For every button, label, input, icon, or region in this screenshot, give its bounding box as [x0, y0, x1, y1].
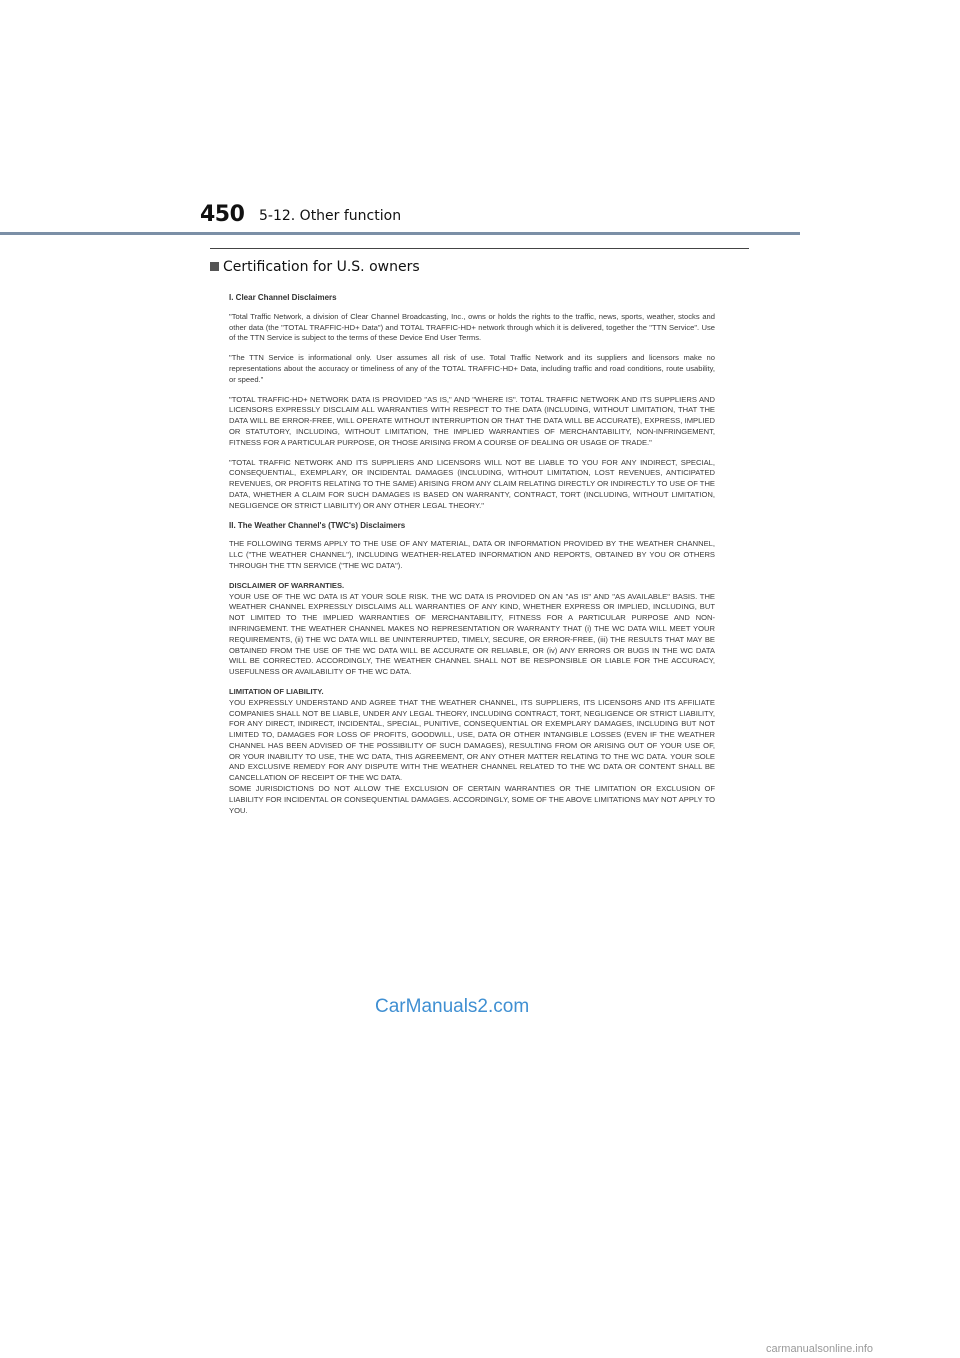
disclaimer-paragraph: "Total Traffic Network, a division of Clear Channel Broadcasting, Inc., owns or holds the rights to the traffic, news, sports, weather, stocks and other data (the "TOTAL TRAFFIC-HD+ Data") and TOTAL TRAFFIC-HD+ network through which it is delivered, together the "TTN Service". Use of the TTN Service is subject to the terms of these Device End User Terms. — [229, 311, 715, 343]
weather-channel-heading: II. The Weather Channel's (TWC's) Disclaimers — [229, 520, 406, 530]
liability-text: YOU EXPRESSLY UNDERSTAND AND AGREE THAT THE WEATHER CHANNEL, ITS SUPPLIERS, ITS LICENSORS AND ITS AFFILIATE COMPANIES SHALL NOT BE LIABLE, UNDER ANY LEGAL THEORY, INCLUDING CONTRACT, TORT, NEGLIGENCE OR STRICT LIABILITY, FOR ANY DIRECT, INDIRECT, INCIDENTAL, SPECIAL, PUNITIVE, CONSEQUENTIAL OR EXEMPLARY DAMAGES, INCLUDING BUT NOT LIMITED TO, DAMAGES FOR LOSS OF PROFITS, GOODWILL, USE, DATA OR OTHER INTANGIBLE LOSSES (EVEN IF THE WEATHER CHANNEL HAS BEEN ADVISED OF THE POSSIBILITY OF SUCH DAMAGES), RESULTING FROM OR ARISING OUT OF YOUR USE OF, OR YOUR INABILITY TO USE, THE WC DATA, THIS AGREEMENT, OR ANY OTHER MATTER RELATING TO THE WC DATA. YOUR SOLE AND EXCLUSIVE REMEDY FOR ANY DISPUTE WITH THE WEATHER CHANNEL RELATED TO THE WC DATA OR CONTENT SHALL BE CANCELLATION OF RECEIPT OF THE WC DATA. — [229, 697, 715, 783]
watermark: CarManuals2.com — [375, 996, 530, 1017]
disclaimer-paragraph: "The TTN Service is informational only. User assumes all risk of use. Total Traffic Network and its suppliers and licensors make no representations about the accuracy or timeliness of any of the TOTAL TRAFFIC-HD+ Data, including traffic and road conditions, route usability, or speed." — [229, 353, 715, 384]
disclaimer-paragraph: "TOTAL TRAFFIC-HD+ NETWORK DATA IS PROVIDED "AS IS," AND "WHERE IS". TOTAL TRAFFIC NETWORK AND ITS SUPPLIERS AND LICENSORS EXPRESSLY DISCLAIM ALL WARRANTIES WITH RESPECT TO THE DATA (INCLUDING, WITHOUT LIMITATION, THAT THE DATA WILL BE ERROR-FREE, WILL OPERATE WITHOUT INTERRUPTION OR THAT THE DATA WILL BE ACCURATE), EXPRESS, IMPLIED OR STATUTORY, INCLUDING, WITHOUT LIMITATION, THE IMPLIED WARRANTIES OF MERCHANTABILITY, NON-INFRINGEMENT, FITNESS FOR A PARTICULAR PURPOSE, OR THOSE ARISING FROM A COURSE OF DEALING OR USAGE OF TRADE." — [229, 394, 715, 447]
warranties-block — [229, 581, 715, 678]
disclaimer-paragraph: "TOTAL TRAFFIC NETWORK AND ITS SUPPLIERS AND LICENSORS WILL NOT BE LIABLE TO YOU FOR ANY INDIRECT, SPECIAL, CONSEQUENTIAL, EXEMPLARY, OR INCIDENTAL DAMAGES (INCLUDING, WITHOUT LIMITATION, LOST REVENUES, ANTICIPATED REVENUES, OR PROFITS RELATING TO THE SAME) ARISING FROM ANY CLAIM RELATING DIRECTLY OR INDIRECTLY TO USE OF THE DATA, WHETHER A CLAIM FOR SUCH DAMAGES IS BASED ON WARRANTY, CONTRACT, TORT (INCLUDING, WITHOUT LIMITATION, NEGLIGENCE OR STRICT LIABILITY) OR ANY OTHER LEGAL THEORY." — [229, 457, 715, 510]
section-title: 5-12. Other function — [259, 208, 402, 224]
square-bullet-icon — [210, 262, 219, 271]
clear-channel-heading: I. Clear Channel Disclaimers — [229, 293, 337, 302]
jurisdiction-text: SOME JURISDICTIONS DO NOT ALLOW THE EXCLUSION OF CERTAIN WARRANTIES OR THE LIMITATION OR EXCLUSION OF LIABILITY FOR INCIDENTAL OR CONSEQUENTIAL DAMAGES. ACCORDINGLY, SOME OF THE ABOVE LIMITATIONS MAY NOT APPLY TO YOU. — [229, 784, 715, 815]
disclaimer-paragraph: THE FOLLOWING TERMS APPLY TO THE USE OF ANY MATERIAL, DATA OR INFORMATION PROVIDED BY THE WEATHER CHANNEL, LLC ("THE WEATHER CHANNEL"), INCLUDING WEATHER-RELATED INFORMATION AND REPORTS, OBTAINED BY YOU OR OTHERS THROUGH THE TTN SERVICE ("THE WC DATA"). — [229, 539, 715, 570]
subheading — [210, 259, 420, 275]
scanned-disclaimer-text — [229, 293, 715, 955]
subheading-rule — [210, 248, 749, 249]
footer-watermark: carmanualsonline.info — [766, 1343, 874, 1355]
liability-block — [229, 687, 715, 817]
liability-label: LIMITATION OF LIABILITY. — [229, 686, 324, 696]
page-number: 450 — [200, 202, 245, 227]
subheading-text: Certification for U.S. owners — [223, 259, 420, 275]
header-rule — [0, 232, 800, 235]
warranties-label: DISCLAIMER OF WARRANTIES. — [229, 580, 345, 590]
warranties-text: YOUR USE OF THE WC DATA IS AT YOUR SOLE RISK. THE WC DATA IS PROVIDED ON AN "AS IS" AND "AS AVAILABLE" BASIS. THE WEATHER CHANNEL EXPRESSLY DISCLAIMS ALL WARRANTIES OF ANY KIND, WHETHER EXPRESS OR IMPLIED, INCLUDING, BUT NOT LIMITED TO THE IMPLIED WARRANTIES OF MERCHANTABILITY, FITNESS FOR A PARTICULAR PURPOSE AND NON-INFRINGEMENT. THE WEATHER CHANNEL MAKES NO REPRESENTATION OR WARRANTY THAT (i) THE WC DATA WILL MEET YOUR REQUIREMENTS, (ii) THE WC DATA WILL BE UNINTERRUPTED, TIMELY, SECURE, OR ERROR-FREE, (iii) THE RESULTS THAT MAY BE OBTAINED FROM THE USE OF THE WC DATA WILL BE ACCURATE OR RELIABLE, OR (iv) ANY ERRORS OR BUGS IN THE WC DATA WILL BE CORRECTED. ACCORDINGLY, THE WEATHER CHANNEL SHALL NOT BE RESPONSIBLE OR LIABLE FOR THE ACCURACY, USEFULNESS OR AVAILABILITY OF THE WC DATA. — [229, 591, 715, 677]
